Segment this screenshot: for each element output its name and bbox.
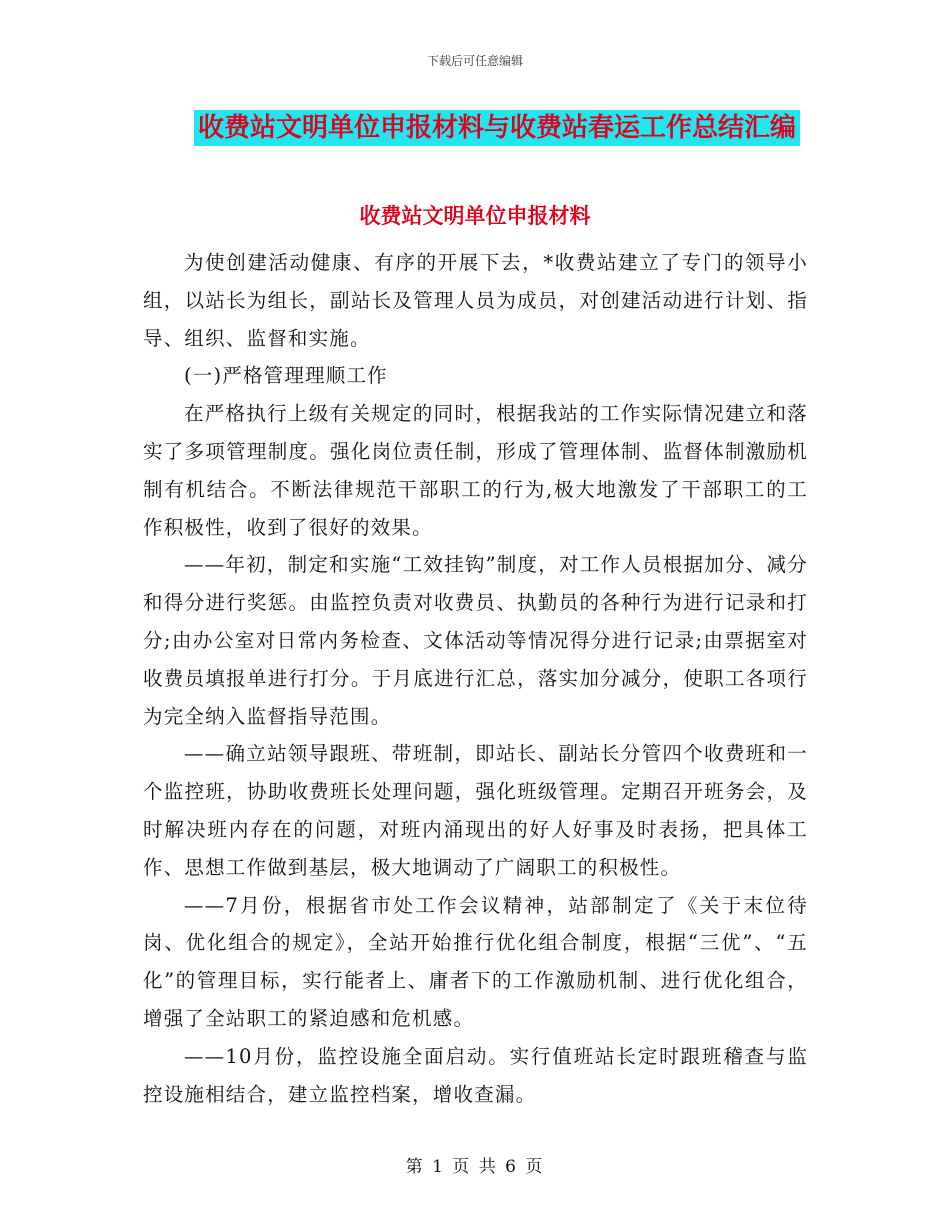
body-text (143, 244, 808, 1113)
page-footer: 第 1 页 共 6 页 (405, 1157, 545, 1177)
paragraph: ——7月份，根据省市处工作会议精神，站部制定了《关于末位待岗、优化组合的规定》，全站开始推行优化组合制度，根据“三优”、“五化”的管理目标，实行能者上、庸者下的工作激励机制、进行优化组合，增强了全站职工的紧迫感和危机感。 (143, 893, 808, 1030)
subheading: (一)严格管理理顺工作 (183, 364, 388, 388)
section-title: 收费站文明单位申报材料 (359, 203, 591, 228)
paragraph: ——年初，制定和实施“工效挂钩”制度，对工作人员根据加分、减分和得分进行奖惩。由监控负责对收费员、执勤员的各种行为进行记录和打分;由办公室对日常内务检查、文体活动等情况得分进行记录;由票据室对收费员填报单进行打分。于月底进行汇总，落实加分减分，使职工各项行为完全纳入监督指导范围。 (143, 553, 808, 728)
header-note: 下载后可任意编辑 (426, 54, 523, 68)
document-title: 收费站文明单位申报材料与收费站春运工作总结汇编 (194, 110, 800, 146)
paragraph: ——确立站领导跟班、带班制，即站长、副站长分管四个收费班和一个监控班，协助收费班长处理问题，强化班级管理。定期召开班务会，及时解决班内存在的问题，对班内涌现出的好人好事及时表扬，把具体工作、思想工作做到基层，极大地调动了广阔职工的积极性。 (143, 742, 808, 879)
paragraph: 为使创建活动健康、有序的开展下去，*收费站建立了专门的领导小组，以站长为组长，副站长及管理人员为成员，对创建活动进行计划、指导、组织、监督和实施。 (143, 251, 808, 350)
paragraph: 在严格执行上级有关规定的同时，根据我站的工作实际情况建立和落实了多项管理制度。强化岗位责任制，形成了管理体制、监督体制激励机制有机结合。不断法律规范干部职工的行为,极大地激发了干部职工的工作积极性，收到了很好的效果。 (143, 402, 808, 539)
paragraph: ——10月份，监控设施全面启动。实行值班站长定时跟班稽查与监控设施相结合，建立监控档案，增收查漏。 (143, 1044, 808, 1106)
